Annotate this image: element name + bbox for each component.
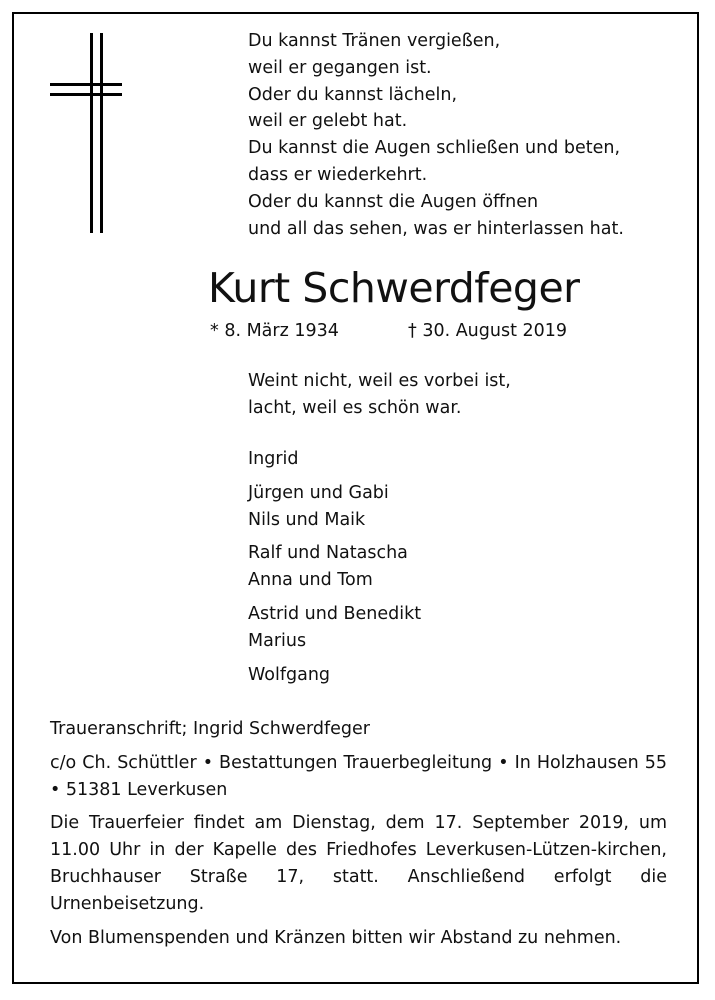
deceased-name: Kurt Schwerdfeger [208,264,580,312]
notice-footer [50,716,667,958]
quote-line: Weint nicht, weil es vorbei ist, [248,371,511,391]
poem-line: Du kannst Tränen vergießen, [248,31,501,51]
address-heading: Traueranschrift; Ingrid Schwerdfeger [50,719,370,739]
funeral-home-address: c/o Ch. Schüttler • Bestattungen Trauerbegleitung • In Holzhausen 55 • 51381 Leverkusen [50,752,667,800]
poem-line: weil er gelebt hat. [248,111,408,132]
poem-line: dass er wiederkehrt. [248,164,428,185]
mourner-group [248,662,421,689]
mourner-name: Ingrid [248,449,299,469]
poem-line: Oder du kannst die Augen öffnen [248,191,539,212]
flowers-note: Von Blumenspenden und Kränzen bitten wir Abstand zu nehmen. [50,927,622,948]
poem-line: Oder du kannst lächeln, [248,84,458,105]
quote [248,368,511,422]
mourner-group [248,540,421,594]
mourner-name: Wolfgang [248,664,331,685]
poem-line: weil er gegangen ist. [248,57,432,78]
mourner-group [248,446,421,473]
mourner-name: Anna und Tom [248,570,373,591]
ceremony-info: Die Trauerfeier findet am Dienstag, dem 17. September 2019, um 11.00 Uhr in der Kapelle des Friedhofes Leverkusen-Lützen-kirchen, Bruchhauser Straße 17, statt. Anschließend erfolgt die Urnenbeisetzung. [50,813,667,914]
poem-line: und all das sehen, was er hinterlassen hat. [248,218,624,239]
mourner-name: Ralf und Natascha [248,543,408,564]
poem-line: Du kannst die Augen schließen und beten, [248,138,621,159]
mourner-name: Jürgen und Gabi [248,482,389,503]
mourner-group [248,480,421,534]
mourner-name: Nils und Maik [248,509,366,530]
mourner-name: Marius [248,630,307,651]
mourners-list [248,446,421,695]
birth-date: * 8. März 1934 [210,321,339,341]
cross-icon [50,33,122,233]
death-date: † 30. August 2019 [408,321,568,341]
poem [248,28,624,242]
mourner-name: Astrid und Benedikt [248,603,422,624]
mourner-group [248,601,421,655]
quote-line: lacht, weil es schön war. [248,397,462,418]
